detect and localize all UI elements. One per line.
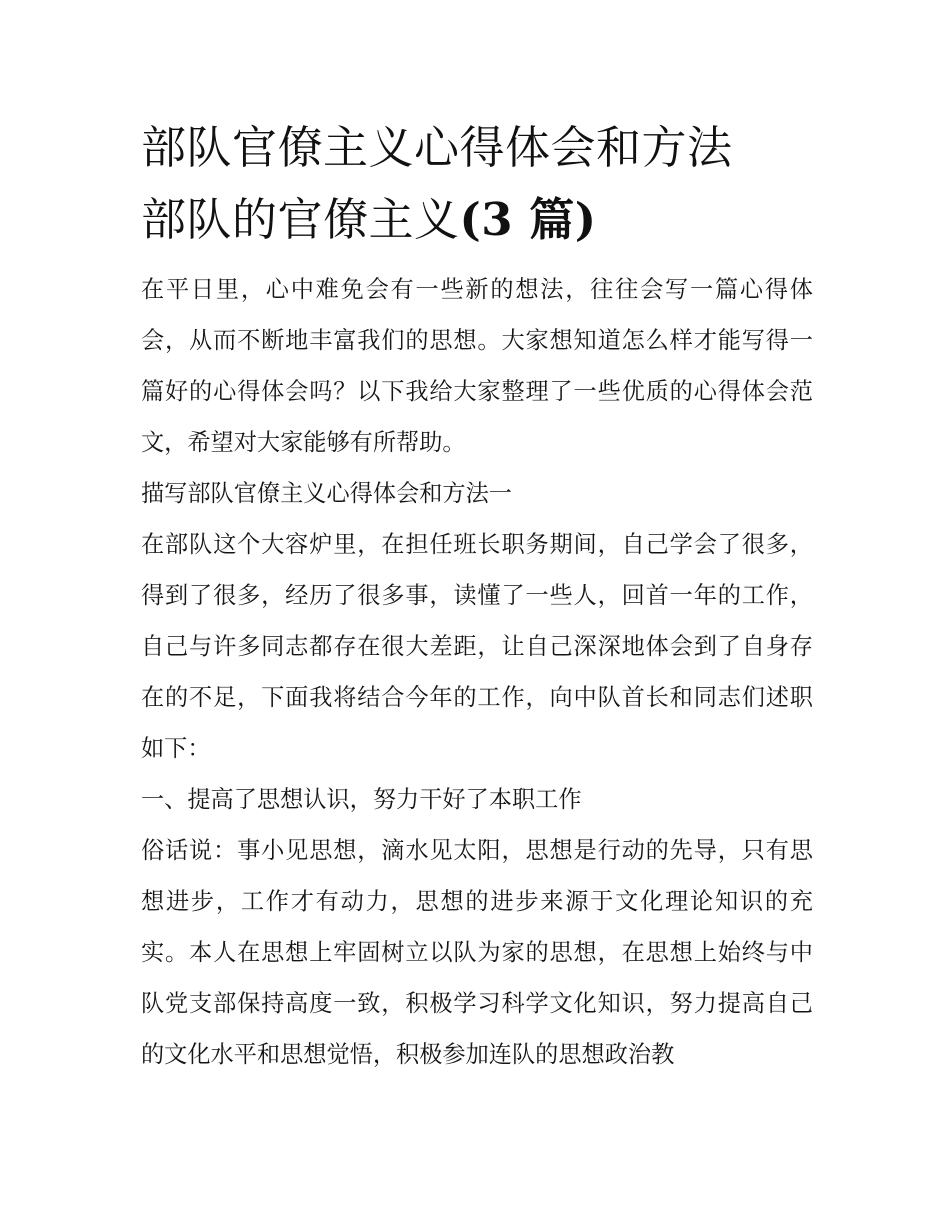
- body-paragraph: 在部队这个大容炉里，在担任班长职务期间，自己学会了很多，得到了很多，经历了很多事，读懂了一些人，回首一年的工作，自己与许多同志都存在很大差距，让自己深深地体会到了自身存在的不足，下面我将结合今年的工作，向中队首长和同志们述职如下：: [141, 531, 813, 762]
- title-line-2: 部队的官僚主义: [141, 193, 460, 246]
- subsection-heading: 一、提高了思想认识，努力干好了本职工作: [141, 786, 582, 813]
- title-line-1: 部队官僚主义心得体会和方法: [141, 121, 733, 174]
- document-title: [141, 112, 813, 256]
- title-count: (3 篇): [459, 193, 597, 246]
- section-heading: 描写部队官僚主义心得体会和方法一: [141, 480, 512, 507]
- document-page: [141, 112, 813, 1080]
- body-paragraph: 俗话说：事小见思想，滴水见太阳，思想是行动的先导，只有思想进步，工作才有动力，思想的进步来源于文化理论知识的充实。本人在思想上牢固树立以队为家的思想，在思想上始终与中队党支部保持高度一致，积极学习科学文化知识，努力提高自己的文化水平和思想觉悟，积极参加连队的思想政治教: [141, 837, 813, 1068]
- intro-paragraph: 在平日里，心中难免会有一些新的想法，往往会写一篇心得体会，从而不断地丰富我们的思想。大家想知道怎么样才能写得一篇好的心得体会吗？以下我给大家整理了一些优质的心得体会范文，希望对大家能够有所帮助。: [141, 276, 813, 456]
